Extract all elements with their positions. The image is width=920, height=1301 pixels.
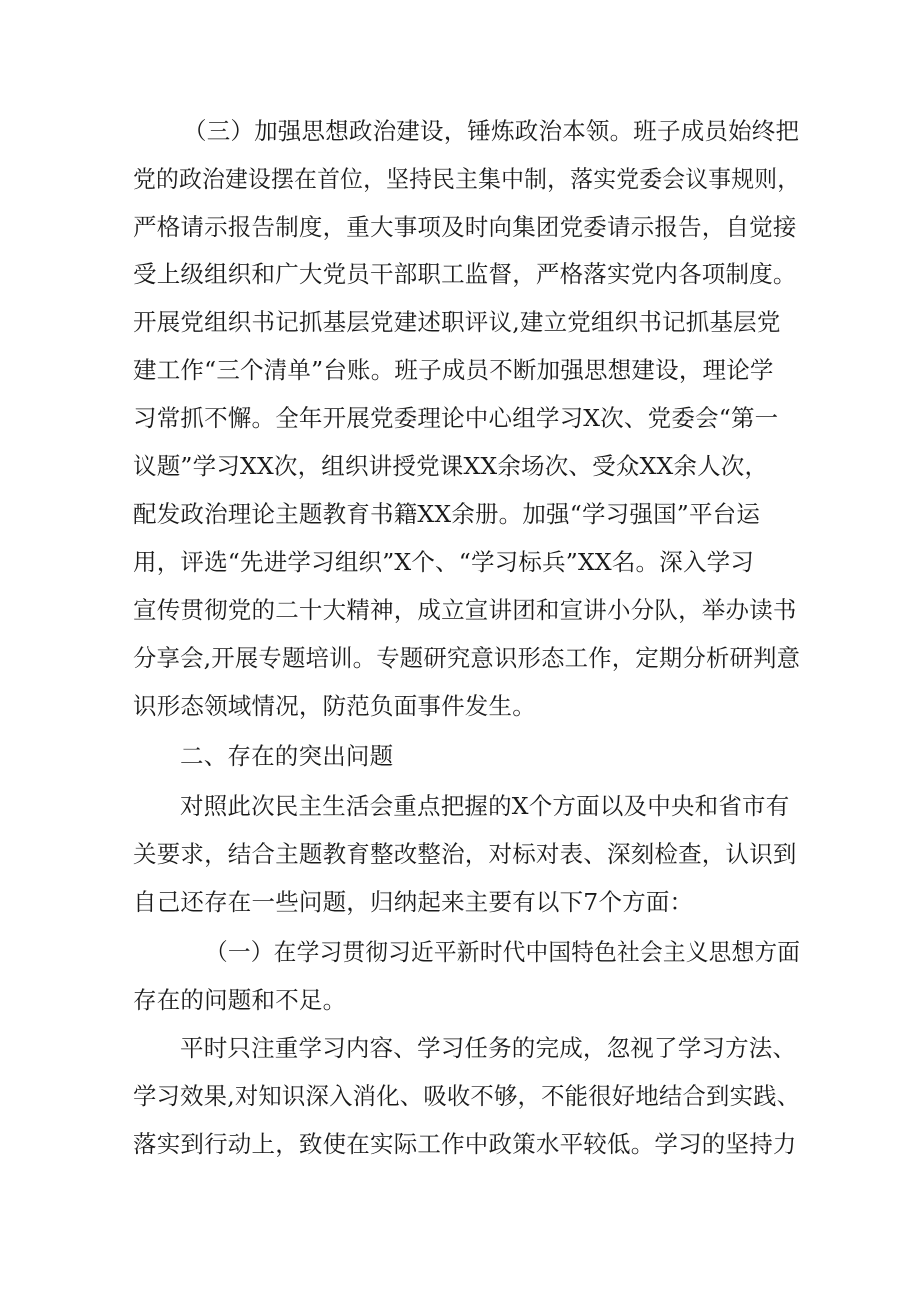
paragraph-line: 配发政治理论主题教育书籍XX余册。加强“学习强国”平台运 — [133, 500, 761, 528]
paragraph-line: 党的政治建设摆在首位，坚持民主集中制，落实党委会议事规则， — [133, 165, 801, 193]
paragraph-line: 受上级组织和广大党员干部职工监督，严格落实党内各项制度。 — [133, 260, 797, 288]
paragraph-line: 对照此次民主生活会重点把握的X个方面以及中央和省市有 — [180, 792, 790, 820]
paragraph-line: 习常抓不懈。全年开展党委理论中心组学习X次、党委会“第一 — [133, 404, 779, 432]
paragraph-line: 自己还存在一些问题，归纳起来主要有以下7个方面： — [133, 888, 694, 916]
paragraph-line: 议题”学习XX次，组织讲授党课XX余场次、受众XX余人次， — [133, 452, 769, 480]
paragraph-line: 学习效果,对知识深入消化、吸收不够，不能很好地结合到实践、 — [133, 1082, 801, 1110]
paragraph-line: 宣传贯彻党的二十大精神，成立宣讲团和宣讲小分队，举办读书 — [133, 596, 797, 624]
paragraph-line: 关要求，结合主题教育整改整治，对标对表、深刻检查，认识到 — [133, 840, 797, 868]
paragraph-line: （一）在学习贯彻习近平新时代中国特色社会主义思想方面 — [205, 938, 801, 966]
paragraph-line: 落实到行动上，致使在实际工作中政策水平较低。学习的坚持力 — [133, 1130, 797, 1158]
paragraph-line: 分享会,开展专题培训。专题研究意识形态工作，定期分析研判意 — [133, 644, 801, 672]
paragraph-line: 严格请示报告制度，重大事项及时向集团党委请示报告，自觉接 — [133, 213, 797, 241]
section-heading: 二、存在的突出问题 — [180, 742, 394, 770]
paragraph-line: 平时只注重学习内容、学习任务的完成，忽视了学习方法、 — [180, 1034, 797, 1062]
paragraph-line: 开展党组织书记抓基层党建述职评议,建立党组织书记抓基层党 — [133, 308, 781, 336]
paragraph-line: 用，评选“先进学习组织”X个、“学习标兵”XX名。深入学习 — [133, 548, 755, 576]
paragraph-line: 建工作“三个清单”台账。班子成员不断加强思想建设，理论学 — [133, 356, 774, 384]
paragraph-line: 存在的问题和不足。 — [133, 986, 347, 1014]
paragraph-line: （三）加强思想政治建设，锤炼政治本领。班子成员始终把 — [183, 117, 800, 145]
paragraph-line: 识形态领域情况，防范负面事件发生。 — [133, 692, 536, 720]
